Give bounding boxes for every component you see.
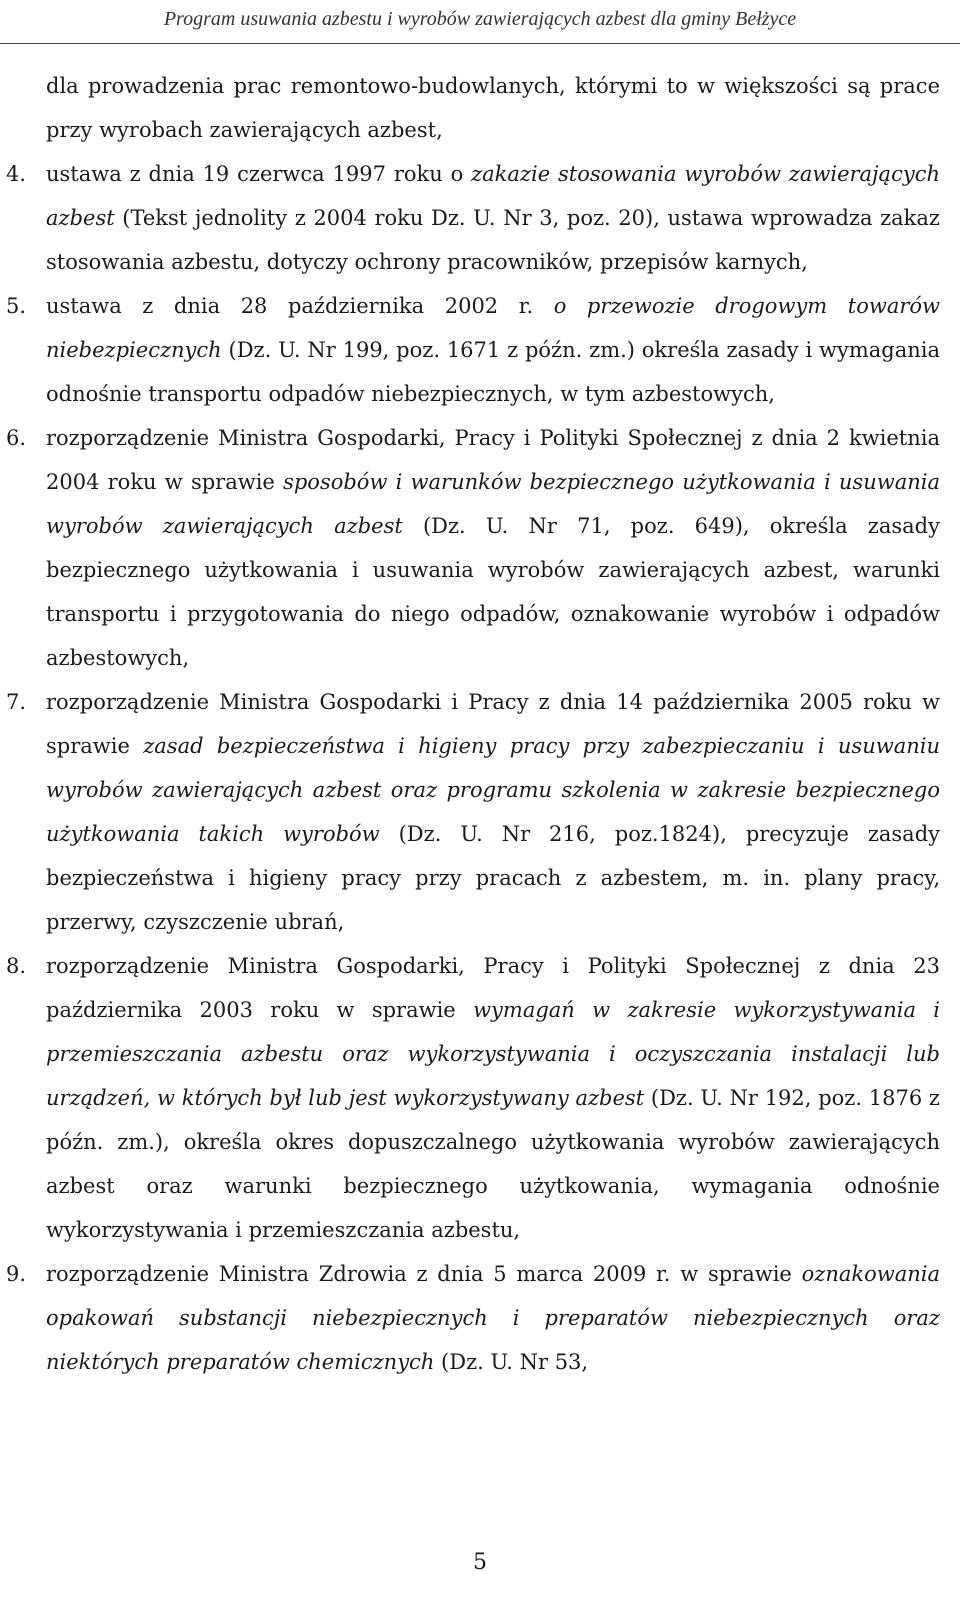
text-segment: (Dz. U. Nr 53, xyxy=(434,1350,589,1374)
page-number: 5 xyxy=(473,1550,487,1575)
list-item-text xyxy=(46,944,940,1252)
list-item-text xyxy=(46,416,940,680)
italic-title-segment: zakazie stosowania wyrobów zawierających azbest xyxy=(46,162,940,230)
italic-title-segment: zasad bezpieczeństwa i higieny pracy przy zabezpieczaniu i usuwaniu wyrobów zawierających azbest oraz programu szkolenia w zakresie bezpiecznego użytkowania takich wyrobów xyxy=(46,734,941,846)
list-item-text xyxy=(46,680,940,944)
text-segment: (Dz. U. Nr 199, poz. 1671 z późn. zm.) określa zasady i wymagania odnośnie transportu odpadów niebezpiecznych, w tym azbestowych, xyxy=(46,338,940,406)
list-item xyxy=(6,284,940,416)
header-divider xyxy=(0,43,960,44)
legislation-list xyxy=(6,152,940,1384)
running-header: Program usuwania azbestu i wyrobów zawierających azbest dla gminy Bełżyce xyxy=(163,8,797,30)
text-segment: (Tekst jednolity z 2004 roku Dz. U. Nr 3, poz. 20), ustawa wprowadza zakaz stosowania azbestu, dotyczy ochrony pracowników, przepisów karnych, xyxy=(46,206,940,274)
text-segment: rozporządzenie Ministra Gospodarki i Pracy z dnia 14 października 2005 roku w sprawie xyxy=(46,690,940,758)
list-item-number: 9. xyxy=(6,1262,27,1286)
text-segment: (Dz. U. Nr 192, poz. 1876 z późn. zm.), określa okres dopuszczalnego użytkowania wyrobów zawierających azbest oraz warunki bezpiecznego użytkowania, wymagania odnośnie wykorzystywania i przemieszczania azbestu, xyxy=(46,1086,940,1242)
text-segment: (Dz. U. Nr 71, poz. 649), określa zasady bezpiecznego użytkowania i usuwania wyrobów zawierających azbest, warunki transportu i przygotowania do niego odpadów, oznakowanie wyrobów i odpadów azbestowych, xyxy=(46,514,940,670)
list-item-number: 8. xyxy=(6,954,27,978)
italic-title-segment: oznakowania opakowań substancji niebezpiecznych i preparatów niebezpiecznych oraz niektórych preparatów chemicznych xyxy=(46,1262,940,1374)
list-item xyxy=(6,416,940,680)
list-item-number: 7. xyxy=(6,690,27,714)
text-segment: (Dz. U. Nr 216, poz.1824), precyzuje zasady bezpieczeństwa i higieny pracy przy pracach z azbestem, m. in. plany pracy, przerwy, czyszczenie ubrań, xyxy=(46,822,941,934)
list-item-text xyxy=(46,284,940,416)
text-segment: rozporządzenie Ministra Zdrowia z dnia 5 marca 2009 r. w sprawie xyxy=(46,1262,802,1286)
italic-title-segment: sposobów i warunków bezpiecznego użytkowania i usuwania wyrobów zawierających azbest xyxy=(46,470,940,538)
list-item-number: 6. xyxy=(6,426,27,450)
list-item-text xyxy=(46,1252,940,1384)
list-item-number: 4. xyxy=(6,162,27,186)
italic-title-segment: o przewozie drogowym towarów niebezpiecznych xyxy=(46,294,940,362)
list-item-text xyxy=(46,152,940,284)
list-item xyxy=(6,944,940,1252)
continued-paragraph xyxy=(6,64,940,152)
text-segment: rozporządzenie Ministra Gospodarki, Pracy i Polityki Społecznej z dnia 23 października 2003 roku w sprawie xyxy=(46,954,940,1022)
text-segment: rozporządzenie Ministra Gospodarki, Pracy i Polityki Społecznej z dnia 2 kwietnia 2004 roku w sprawie xyxy=(46,426,940,494)
document-body xyxy=(6,64,940,1384)
list-item-number: 5. xyxy=(6,294,27,318)
list-item xyxy=(6,680,940,944)
list-item xyxy=(6,1252,940,1384)
italic-title-segment: wymagań w zakresie wykorzystywania i przemieszczania azbestu oraz wykorzystywania i oczyszczania instalacji lub urządzeń, w których był lub jest wykorzystywany azbest xyxy=(46,998,941,1110)
text-segment: ustawa z dnia 28 października 2002 r. xyxy=(46,294,554,318)
list-item xyxy=(6,152,940,284)
continued-paragraph-text: dla prowadzenia prac remontowo-budowlanych, którymi to w większości są prace przy wyrobach zawierających azbest, xyxy=(46,74,940,142)
text-segment: ustawa z dnia 19 czerwca 1997 roku o xyxy=(46,162,472,186)
